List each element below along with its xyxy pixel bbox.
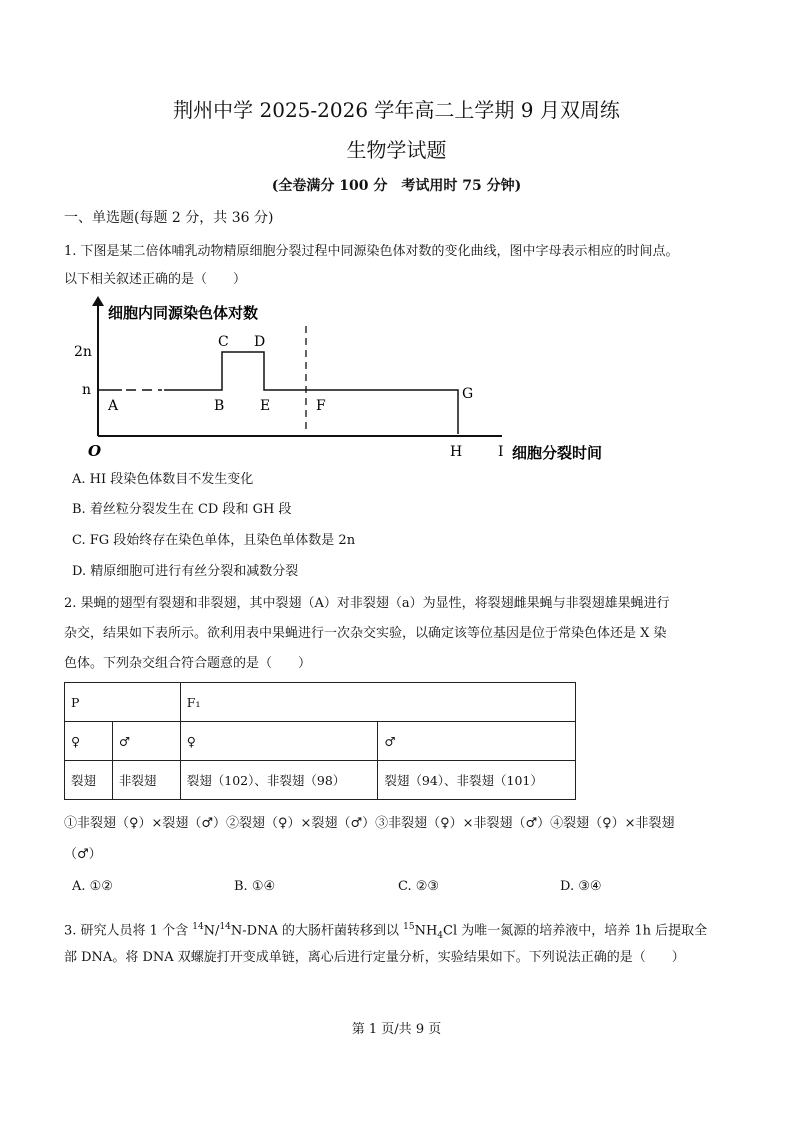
point-label-f: F [316, 398, 326, 414]
y-tick-2n: 2n [74, 344, 92, 360]
chart-title: 细胞内同源染色体对数 [108, 304, 259, 322]
p-female-cell: 裂翅 [65, 761, 113, 800]
exam-subtitle: 生物学试题 [346, 138, 447, 162]
table-row [65, 722, 576, 761]
female-symbol: ♀ [65, 722, 113, 761]
q1-option-b: B. 着丝粒分裂发生在 CD 段和 GH 段 [72, 502, 292, 517]
header-f1: F₁ [180, 683, 575, 722]
point-label-c: C [218, 334, 229, 350]
q3-stem-line2: 部 DNA。将 DNA 双螺旋打开变成单链，离心后进行定量分析，实验结果如下。下列说法正确的是（ ） [64, 950, 685, 965]
male-symbol: ♂ [378, 722, 576, 761]
q1-option-c: C. FG 段始终存在染色单体，且染色单体数是 2n [72, 533, 356, 548]
q3-stem-line1: 3. 研究人员将 1 个含 $^{14}$N/$^{14}$N-DNA 的大肠杆菌转移到以 $^{15}NH_4Cl$ 为唯一氮源的培养液中，培养 1h 后提取全 [64, 922, 708, 941]
q2-option-b: B. ①④ [234, 879, 276, 894]
q2-combos-line2: （♂） [64, 847, 102, 862]
point-label-a: A [108, 398, 119, 414]
f1-male-cell: 裂翅（94）、非裂翅（101） [378, 761, 576, 800]
x-axis-label: 细胞分裂时间 [512, 444, 603, 462]
point-label-b: B [214, 398, 225, 414]
q1-chart [66, 296, 636, 466]
exam-note: (全卷满分 100 分 考试用时 75 分钟) [271, 178, 522, 194]
q2-stem-line3: 色体。下列杂交组合符合题意的是（ ） [64, 656, 312, 671]
table-row [65, 761, 576, 800]
point-label-g: G [462, 386, 474, 402]
q1-stem-line2: 以下相关叙述正确的是（ ） [64, 272, 247, 287]
q1-option-a: A. HI 段染色体数目不发生变化 [72, 472, 254, 487]
origin-label: O [88, 442, 102, 460]
point-label-d: D [254, 334, 266, 350]
cross-table [64, 682, 576, 800]
point-label-e: E [260, 398, 271, 414]
exam-title: 荆州中学 2025-2026 学年高二上学期 9 月双周练 [173, 98, 620, 122]
q2-option-d: D. ③④ [560, 879, 602, 894]
q2-option-a: A. ①② [72, 879, 113, 894]
page-number: 第 1 页/共 9 页 [351, 1022, 442, 1037]
y-axis-arrow [92, 296, 104, 306]
f1-female-cell: 裂翅（102）、非裂翅（98） [180, 761, 378, 800]
q2-stem-line2: 杂交，结果如下表所示。欲利用表中果蝇进行一次杂交实验，以确定该等位基因是位于常染色体还是 X 染 [64, 626, 667, 641]
q1-option-d: D. 精原细胞可进行有丝分裂和减数分裂 [72, 564, 299, 579]
q1-stem-line1: 1. 下图是某二倍体哺乳动物精原细胞分裂过程中同源染色体对数的变化曲线，图中字母表示相应的时间点。 [64, 244, 679, 259]
female-symbol: ♀ [180, 722, 378, 761]
header-p: P [65, 683, 181, 722]
curve-line [164, 352, 458, 434]
table-row [65, 683, 576, 722]
q2-option-c: C. ②③ [398, 879, 440, 894]
male-symbol: ♂ [112, 722, 180, 761]
q2-combos-line1: ①非裂翅（♀）×裂翅（♂）②裂翅（♀）×裂翅（♂）③非裂翅（♀）×非裂翅（♂）④裂翅（♀）×非裂翅 [64, 816, 675, 831]
point-label-i: I [498, 444, 504, 460]
y-tick-n: n [82, 382, 92, 398]
q2-stem-line1: 2. 果蝇的翅型有裂翅和非裂翅，其中裂翅（A）对非裂翅（a）为显性，将裂翅雌果蝇与非裂翅雄果蝇进行 [64, 596, 670, 611]
p-male-cell: 非裂翅 [112, 761, 180, 800]
section-heading: 一、单选题(每题 2 分，共 36 分) [64, 210, 274, 226]
point-label-h: H [450, 444, 463, 460]
